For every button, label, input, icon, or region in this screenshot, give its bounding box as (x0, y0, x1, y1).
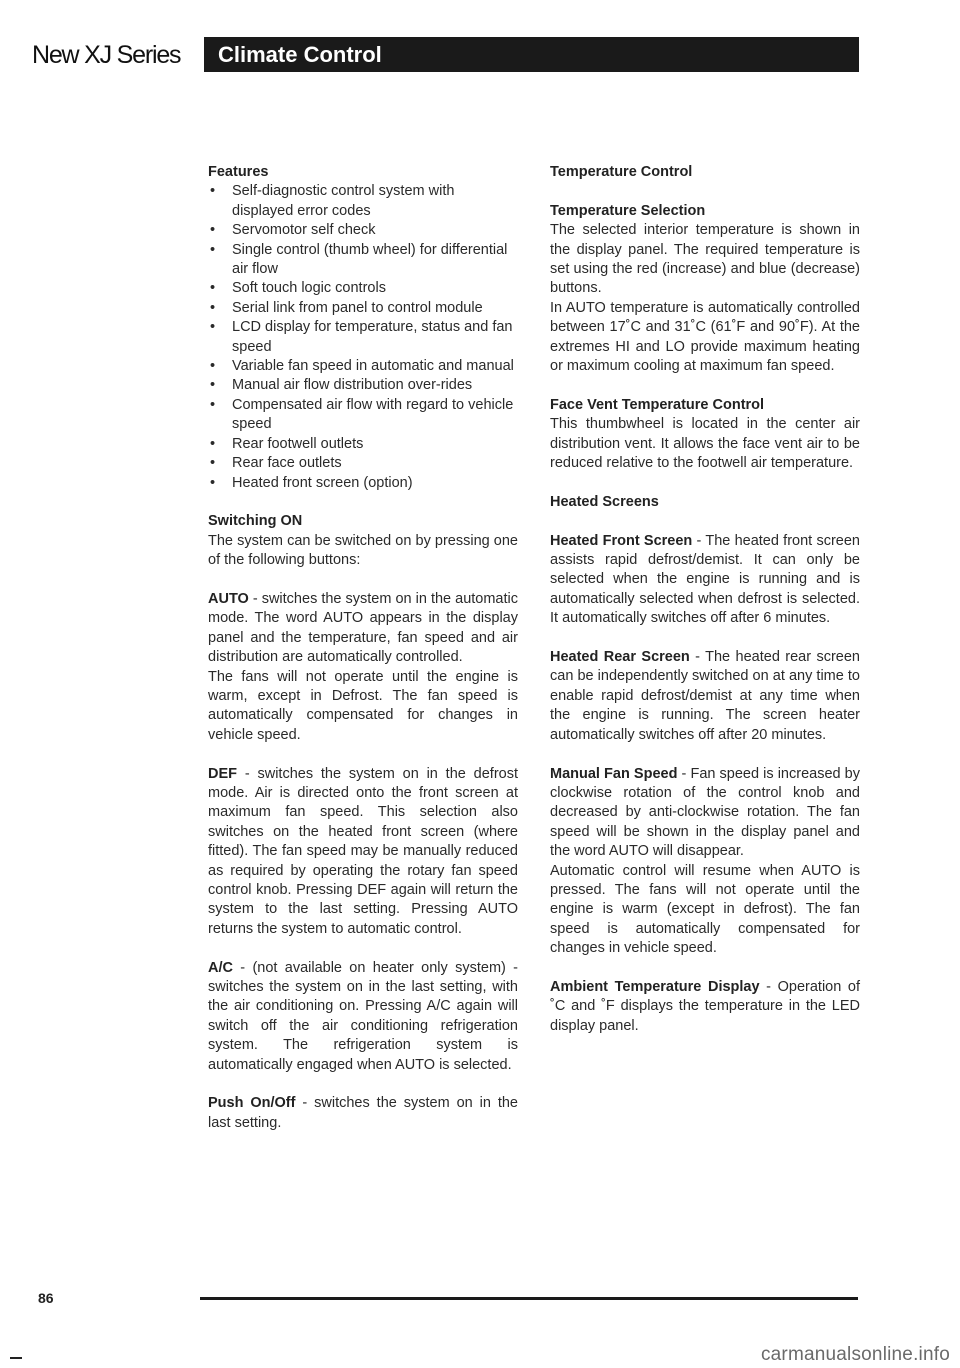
push-paragraph (208, 1094, 518, 1133)
auto-label: AUTO (208, 590, 249, 607)
rear-screen-label: Heated Rear Screen (550, 649, 690, 666)
ac-text: - (not available on heater only system) - switches the system on in the last setting, with the air conditioning on. Pressing A/C again will switch off the air conditioning refrigeration system. The refrigeration system is automatically engaged when AUTO is selected. (208, 959, 518, 1073)
title-bar (204, 37, 859, 72)
ac-paragraph (208, 959, 518, 1075)
temperature-selection-text-2: In AUTO temperature is automatically controlled between 17˚C and 31˚C (61˚F and 90˚F). At the extremes HI and LO provide maximum heating or maximum cooling at maximum fan speed. (550, 299, 860, 375)
push-text: - switches the system on in the last setting. (208, 1095, 518, 1131)
temperature-selection-text: The selected interior temperature is shown in the display panel. The required temperature is set using the red (increase) and blue (decrease) buttons. (550, 222, 860, 297)
ambient-label: Ambient Temperature Display (550, 978, 760, 995)
ambient-text: - Operation of ˚C and ˚F displays the temperature in the LED display panel. (550, 978, 860, 1034)
ambient-paragraph (550, 978, 860, 1036)
push-label: Push On/Off (208, 1095, 296, 1112)
series-name: New XJ Series (32, 41, 181, 69)
list-item: • Serial link from panel to control module (208, 299, 518, 318)
heated-screens-heading: Heated Screens (550, 493, 659, 510)
page-header (32, 37, 859, 72)
list-item: • Rear face outlets (208, 454, 518, 473)
right-column (550, 163, 860, 1036)
list-item: • Single control (thumb wheel) for differential air flow (208, 241, 518, 280)
list-item: • Servomotor self check (208, 221, 518, 240)
fan-speed-text-2: Automatic control will resume when AUTO is pressed. The fans will not operate until the engine is warm (except in defrost). The fan speed is automatically compensated for changes in vehicle speed. (550, 862, 860, 957)
auto-paragraph (208, 590, 518, 668)
front-screen-label: Heated Front Screen (550, 532, 693, 549)
footer-rule (200, 1297, 858, 1300)
list-item: • Self-diagnostic control system with displayed error codes (208, 182, 518, 221)
list-item: • Compensated air flow with regard to vehicle speed (208, 396, 518, 435)
fan-speed-text: - Fan speed is increased by clockwise rotation of the control knob and decreased by anti-clockwise rotation. The fan speed will be shown in the display panel and the word AUTO will disappear. (550, 765, 860, 860)
switching-text: The system can be switched on by pressing one of the following buttons: (208, 532, 518, 569)
features-heading: Features (208, 164, 269, 180)
def-text: - switches the system on in the defrost mode. Air is directed onto the front screen at maximum fan speed. This selection also switches on the heated front screen (where fitted). The fan speed may be manually reduced as required by operating the rotary fan speed control knob. Pressing DEF again will return the system to the last setting. Pressing AUTO returns the system to automatic control. (208, 765, 518, 937)
def-label: DEF (208, 765, 237, 782)
list-item: • Heated front screen (option) (208, 474, 518, 493)
watermark: carmanualsonline.info (760, 1344, 950, 1365)
list-item: • Rear footwell outlets (208, 435, 518, 454)
rear-screen-text: - The heated rear screen can be independently switched on at any time to enable rapid defrost/demist at any time when the engine is running. The screen heater automatically switches off after 20 minutes. (550, 649, 860, 743)
face-vent-heading: Face Vent Temperature Control (550, 396, 765, 413)
list-item: • Soft touch logic controls (208, 279, 518, 298)
list-item: • Manual air flow distribution over-rides (208, 376, 518, 395)
fan-speed-paragraph (550, 765, 860, 862)
list-item: • LCD display for temperature, status and fan speed (208, 318, 518, 357)
ac-label: A/C (208, 959, 233, 976)
temperature-control-heading: Temperature Control (550, 164, 693, 180)
auto-text: - switches the system on in the automatic mode. The word AUTO appears in the display panel and the temperature, fan speed and air distribution are automatically controlled. (208, 590, 518, 666)
rear-screen-paragraph (550, 648, 860, 745)
page-number: 86 (38, 1290, 54, 1306)
left-column (208, 163, 518, 1133)
def-paragraph (208, 765, 518, 940)
front-screen-paragraph (550, 532, 860, 629)
face-vent-text: This thumbwheel is located in the center air distribution vent. It allows the face vent air to be reduced relative to the footwell air temperature. (550, 416, 860, 472)
switching-heading: Switching ON (208, 513, 303, 530)
corner-mark (10, 1357, 22, 1359)
front-screen-text: - The heated front screen assists rapid defrost/demist. It can only be selected when the engine is running and is automatically selected when defrost is selected. It automatically switches off after 6 minutes. (550, 532, 860, 627)
list-item: • Variable fan speed in automatic and manual (208, 357, 518, 376)
section-title: Climate Control (218, 42, 382, 67)
temperature-selection-heading: Temperature Selection (550, 202, 706, 219)
fan-speed-label: Manual Fan Speed (550, 765, 678, 782)
auto-text-2: The fans will not operate until the engine is warm, except in Defrost. The fan speed is automatically compensated for changes in vehicle speed. (208, 668, 518, 743)
features-list (208, 182, 518, 493)
